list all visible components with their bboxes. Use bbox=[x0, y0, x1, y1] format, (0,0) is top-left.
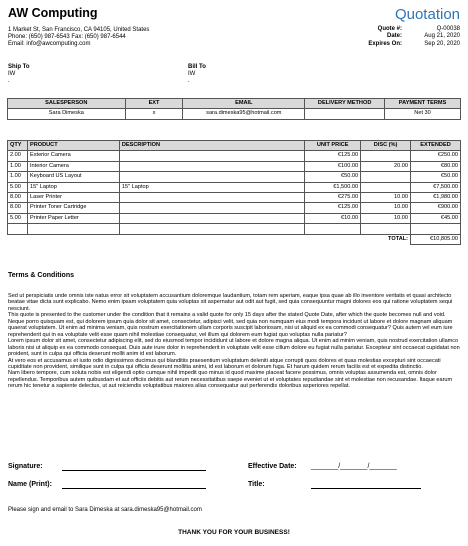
qty-cell: 1.00 bbox=[8, 161, 28, 171]
description-cell bbox=[119, 224, 304, 234]
sign-email-at: at bbox=[114, 507, 120, 513]
table-row bbox=[8, 161, 461, 171]
extended-cell: €80.00 bbox=[411, 161, 461, 171]
quote-expires: Sep 20, 2020 bbox=[424, 40, 460, 47]
product-cell: Laser Printer bbox=[27, 193, 119, 203]
name-print-label: Name (Print): bbox=[8, 481, 52, 488]
delivery-method-header: DELIVERY METHOD bbox=[305, 99, 385, 109]
unit-price-cell: €50.00 bbox=[305, 172, 361, 182]
unit-price-cell: €100.00 bbox=[305, 161, 361, 171]
company-name: AW Computing bbox=[8, 6, 98, 20]
name-print-line[interactable] bbox=[62, 488, 206, 489]
unit-price-header: UNIT PRICE bbox=[305, 141, 361, 151]
qty-header: QTY bbox=[8, 141, 28, 151]
description-cell bbox=[119, 151, 304, 161]
line-items-table bbox=[7, 140, 461, 245]
sales-info-table bbox=[7, 98, 461, 120]
delivery-method-cell bbox=[305, 109, 385, 119]
salesperson-header: SALESPERSON bbox=[8, 99, 126, 109]
quote-date-label: Date: bbox=[386, 33, 402, 40]
table-row bbox=[8, 172, 461, 182]
unit-price-cell: €1,500.00 bbox=[305, 182, 361, 192]
discount-cell: 10.00 bbox=[361, 213, 411, 223]
quote-expires-label: Expires On: bbox=[368, 40, 402, 47]
terms-paragraph: Neque porro quisquam est, qui dolorem ipsum quia dolor sit amet, consectetur, adipisci velit, sed quia non numquam eius modi tempora incidunt ut labore et dolore magnam aliquam quaerat voluptatem. Ut enim ad minima veniam, quis nostrum exercitationem ullam corporis suscipit laboriosam, nisi ut aliquid ex ea commodi consequatur? Quis autem vel eum iure reprehenderit qui in ea voluptate velit esse quam nihil molestiae consequatur, vel illum qui dolorem eum fugiat quo voluptas nulla pariatur? bbox=[8, 318, 453, 338]
title-label: Title: bbox=[248, 481, 265, 488]
terms-title: Terms & Conditions bbox=[8, 272, 74, 279]
qty-cell: 2.00 bbox=[8, 151, 28, 161]
unit-price-cell: €275.00 bbox=[305, 193, 361, 203]
product-cell: 15" Laptop bbox=[27, 182, 119, 192]
product-header: PRODUCT bbox=[27, 141, 119, 151]
email-header: EMAIL bbox=[183, 99, 305, 109]
ext-header: EXT bbox=[125, 99, 183, 109]
extended-cell: €250.00 bbox=[411, 151, 461, 161]
title-line[interactable] bbox=[311, 488, 421, 489]
company-address bbox=[8, 27, 149, 49]
payment-terms-header: PAYMENT TERMS bbox=[385, 99, 461, 109]
qty-cell: 8.00 bbox=[8, 203, 28, 213]
ext-cell: x bbox=[125, 109, 183, 119]
quote-number: Q-00038 bbox=[436, 26, 460, 32]
thank-you-message: THANK YOU FOR YOUR BUSINESS! bbox=[178, 529, 290, 536]
terms-paragraph: Sed ut perspiciatis unde omnis iste natus error sit voluptatem accusantium doloremque laudantium, totam rem aperiam, eaque ipsa quae ab illo inventore veritatis et quasi architecto beatae vitae dicta sunt explicabo. Nemo enim ipsam voluptatem quia voluptas sit aspernatur aut odit aut fugit, sed quia consequuntur magni dolores eos qui ratione voluptatem sequi nesciunt. bbox=[8, 293, 453, 312]
terms-paragraph: This quote is presented to the customer under the condition that it remains a valid quote for only 15 days after the stated Quote Date, after which the quote becomes null and void. bbox=[8, 312, 446, 319]
discount-header: DISC (%) bbox=[361, 141, 411, 151]
description-cell bbox=[119, 172, 304, 182]
sign-email-instruction bbox=[8, 507, 202, 513]
discount-cell bbox=[361, 151, 411, 161]
company-phone-line: Phone: (650) 987-6543 Fax: (650) 987-6544 bbox=[8, 34, 126, 41]
terms-body bbox=[8, 293, 462, 390]
terms-paragraph: At vero eos et accusamus et iusto odio dignissimos ducimus qui blanditiis praesentium voluptatum deleniti atque corrupti quos dolores et quas molestias excepturi sint occaecati cupiditate non provident, similique sunt in culpa qui officia deserunt mollitia animi, id est laborum et dolorum fuga. Et harum quidem rerum facilis est et expedita distinctio. bbox=[8, 357, 441, 370]
salesperson-cell: Sara Dimeska bbox=[8, 109, 126, 119]
unit-price-cell: €125.00 bbox=[305, 151, 361, 161]
description-cell bbox=[119, 203, 304, 213]
quotation-title: Quotation bbox=[394, 6, 460, 23]
bill-to-block bbox=[188, 64, 348, 85]
table-row bbox=[8, 224, 461, 234]
company-email-line: Email: info@awcomputing.com bbox=[8, 41, 91, 48]
table-row bbox=[8, 193, 461, 203]
table-row bbox=[8, 182, 461, 192]
product-cell bbox=[27, 224, 119, 234]
quote-meta bbox=[368, 26, 460, 48]
product-cell: Printer Paper Letter bbox=[27, 213, 119, 223]
product-cell: Printer Toner Cartridge bbox=[27, 203, 119, 213]
discount-cell bbox=[361, 172, 411, 182]
total-label: TOTAL: bbox=[388, 235, 409, 242]
description-cell bbox=[119, 213, 304, 223]
description-header: DESCRIPTION bbox=[119, 141, 304, 151]
sign-email-prefix: Please sign and email to bbox=[8, 507, 74, 513]
ship-to-label: Ship To bbox=[8, 64, 30, 70]
qty-cell: 5.00 bbox=[8, 182, 28, 192]
extended-cell: €900.00 bbox=[411, 203, 461, 213]
extended-header: EXTENDED bbox=[411, 141, 461, 151]
ship-to-extra: . bbox=[8, 78, 10, 84]
description-cell bbox=[119, 193, 304, 203]
discount-cell bbox=[361, 182, 411, 192]
quote-number-label: Quote #: bbox=[377, 26, 402, 32]
table-row bbox=[8, 151, 461, 161]
discount-cell: 20.00 bbox=[361, 161, 411, 171]
qty-cell: 8.00 bbox=[8, 193, 28, 203]
product-cell: Exterior Camera bbox=[27, 151, 119, 161]
qty-cell: 1.00 bbox=[8, 172, 28, 182]
extended-cell: €7,500.00 bbox=[411, 182, 461, 192]
product-cell: Keyboard US Layout bbox=[27, 172, 119, 182]
total-value: €10,805.00 bbox=[411, 234, 461, 244]
extended-cell: €50.00 bbox=[411, 172, 461, 182]
unit-price-cell bbox=[305, 224, 361, 234]
discount-cell: 10.00 bbox=[361, 193, 411, 203]
ship-to-value: IW bbox=[8, 71, 16, 77]
ship-to-block bbox=[8, 64, 168, 85]
total-row bbox=[8, 234, 461, 244]
discount-cell bbox=[361, 224, 411, 234]
extended-cell bbox=[411, 224, 461, 234]
bill-to-value: IW bbox=[188, 71, 196, 77]
company-address-line: 1 Market St, San Francisco, CA 94105, United States bbox=[8, 27, 150, 33]
terms-paragraph: Lorem ipsum dolor sit amet, consectetur adipiscing elit, sed do eiusmod tempor incididunt ut labore et dolore magna aliqua. Ut enim ad minim veniam, quis nostrud exercitation ullamco laboris nisi ut aliquip ex ea commodo consequat. Duis aute irure dolor in reprehenderit in voluptate velit esse cillum dolore eu fugiat nulla pariatur. Excepteur sint occaecat cupidatat non proident, sunt in culpa qui officia deserunt mollit anim id est laborum. bbox=[8, 338, 460, 358]
sign-email-address[interactable]: sara.dimeska95@hotmail.com bbox=[121, 507, 202, 513]
product-cell: Interior Camera bbox=[27, 161, 119, 171]
description-cell: 15" Laptop bbox=[119, 182, 304, 192]
effective-date-label: Effective Date: bbox=[248, 463, 297, 470]
table-row bbox=[8, 213, 461, 223]
sign-email-name: Sara Dimeska bbox=[75, 507, 113, 513]
signature-label: Signature: bbox=[8, 463, 43, 470]
email-cell: sara.dimeska95@hotmail.com bbox=[183, 109, 305, 119]
qty-cell bbox=[8, 224, 28, 234]
unit-price-cell: €10.00 bbox=[305, 213, 361, 223]
extended-cell: €45.00 bbox=[411, 213, 461, 223]
quote-date: Aug 21, 2020 bbox=[424, 33, 460, 40]
bill-to-extra: . bbox=[188, 78, 190, 84]
terms-paragraph: Nam libero tempore, cum soluta nobis est eligendi optio cumque nihil impedit quo minus id quod maxime placeat facere possimus, omnis voluptas assumenda est, omnis dolor repellendus. Temporibus autem quibusdam et aut officiis debitis aut rerum necessitatibus saepe eveniet ut et voluptates repudiandae sint et molestiae non recusandae. Itaque earum rerum hic tenetur a sapiente delectus, ut aut reiciendis voluptatibus maiores alias consequatur aut perferendis doloribus asperiores repellat. bbox=[8, 370, 453, 390]
payment-terms-cell: Net 30 bbox=[385, 109, 461, 119]
extended-cell: €1,980.00 bbox=[411, 193, 461, 203]
table-row bbox=[8, 203, 461, 213]
signature-line[interactable] bbox=[62, 470, 206, 471]
bill-to-label: Bill To bbox=[188, 64, 206, 70]
discount-cell: 10.00 bbox=[361, 203, 411, 213]
description-cell bbox=[119, 161, 304, 171]
unit-price-cell: €125.00 bbox=[305, 203, 361, 213]
effective-date-placeholder[interactable]: _______/_______/_______ bbox=[311, 463, 397, 470]
qty-cell: 5.00 bbox=[8, 213, 28, 223]
